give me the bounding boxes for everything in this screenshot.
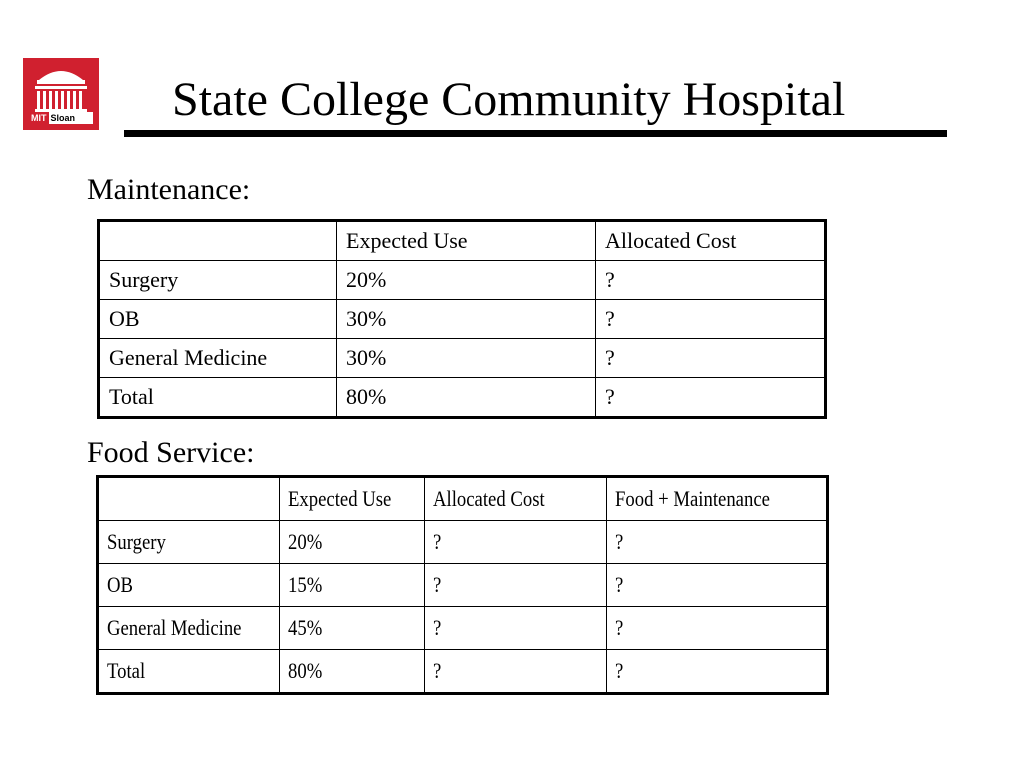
row-label: General Medicine xyxy=(99,339,337,378)
maintenance-table xyxy=(97,219,827,419)
table-row-total xyxy=(98,650,828,694)
header-cell xyxy=(99,221,337,261)
food-maintenance-cell xyxy=(607,650,828,694)
cell-text: 20% xyxy=(288,529,323,554)
header-cell-allocated-cost xyxy=(425,477,607,521)
row-label-cell xyxy=(98,521,280,564)
table-header-row xyxy=(99,221,826,261)
allocated-cost-cell xyxy=(425,607,607,650)
cell-text: ? xyxy=(433,658,442,683)
allocated-cost-cell xyxy=(425,521,607,564)
header-text: Allocated Cost xyxy=(433,486,545,511)
cell-text: ? xyxy=(615,615,624,640)
dome-building-icon xyxy=(23,58,99,118)
table-row xyxy=(98,607,828,650)
allocated-cost-cell xyxy=(425,650,607,694)
logo-wordmark xyxy=(29,112,93,124)
allocated-cost-cell: ? xyxy=(596,339,826,378)
row-label-cell xyxy=(98,564,280,607)
row-label: Surgery xyxy=(107,529,166,554)
maintenance-label: Maintenance: xyxy=(87,173,251,206)
row-label: Surgery xyxy=(99,261,337,300)
allocated-cost-cell: ? xyxy=(596,300,826,339)
cell-text: ? xyxy=(615,529,624,554)
allocated-cost-cell: ? xyxy=(596,378,826,418)
expected-use-cell: 30% xyxy=(337,339,596,378)
allocated-cost-cell xyxy=(425,564,607,607)
table-row xyxy=(99,300,826,339)
food-maintenance-cell xyxy=(607,564,828,607)
table-header-row xyxy=(98,477,828,521)
food-maintenance-cell xyxy=(607,521,828,564)
food-maintenance-cell xyxy=(607,607,828,650)
title-underline xyxy=(124,130,947,137)
expected-use-cell: 20% xyxy=(337,261,596,300)
slide-title: State College Community Hospital xyxy=(172,73,846,126)
header-text: Food + Maintenance xyxy=(615,486,770,511)
row-label: General Medicine xyxy=(107,615,242,640)
cell-text: ? xyxy=(433,615,442,640)
cell-text: 15% xyxy=(288,572,323,597)
table-row xyxy=(99,261,826,300)
food-service-label: Food Service: xyxy=(87,436,255,469)
mit-sloan-logo xyxy=(23,58,99,130)
table-row xyxy=(99,339,826,378)
cell-text: ? xyxy=(615,572,624,597)
table-row xyxy=(98,521,828,564)
food-service-table xyxy=(96,475,829,695)
header-cell-expected-use: Expected Use xyxy=(337,221,596,261)
row-label-cell xyxy=(98,650,280,694)
expected-use-cell xyxy=(280,564,425,607)
allocated-cost-cell: ? xyxy=(596,261,826,300)
expected-use-cell xyxy=(280,607,425,650)
cell-text: ? xyxy=(433,529,442,554)
logo-sloan-text: Sloan xyxy=(50,113,76,123)
row-label-cell xyxy=(98,607,280,650)
expected-use-cell xyxy=(280,521,425,564)
expected-use-cell: 30% xyxy=(337,300,596,339)
cell-text: 45% xyxy=(288,615,323,640)
header-cell-food-maintenance xyxy=(607,477,828,521)
header-text: Expected Use xyxy=(288,486,392,511)
header-cell-expected-use xyxy=(280,477,425,521)
row-label: Total xyxy=(99,378,337,418)
logo-mit-text: MIT xyxy=(31,113,47,123)
header-cell-allocated-cost: Allocated Cost xyxy=(596,221,826,261)
cell-text: 80% xyxy=(288,658,323,683)
row-label: OB xyxy=(99,300,337,339)
expected-use-cell xyxy=(280,650,425,694)
expected-use-cell: 80% xyxy=(337,378,596,418)
row-label: Total xyxy=(107,658,146,683)
header-cell xyxy=(98,477,280,521)
row-label: OB xyxy=(107,572,133,597)
cell-text: ? xyxy=(615,658,624,683)
table-row-total xyxy=(99,378,826,418)
table-row xyxy=(98,564,828,607)
cell-text: ? xyxy=(433,572,442,597)
